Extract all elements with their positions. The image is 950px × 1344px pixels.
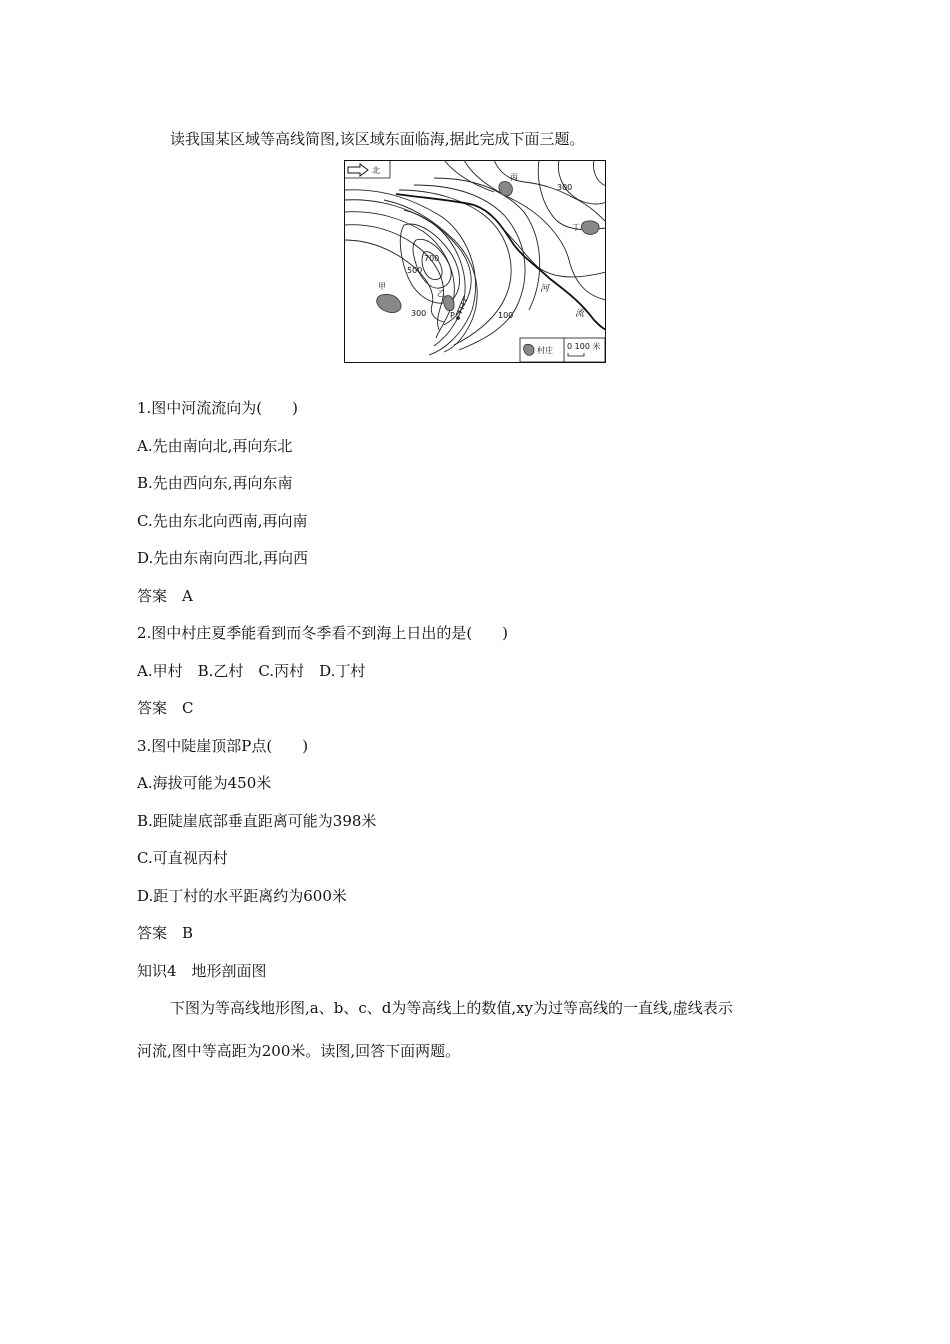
- q3-answer: 答案 B: [137, 924, 194, 942]
- q3-option-c: C.可直视丙村: [137, 849, 228, 867]
- village-jia-label: 甲: [378, 282, 386, 291]
- contour-300-label: 300: [411, 309, 427, 318]
- section-paragraph-line1: 下图为等高线地形图,a、b、c、d为等高线上的数值,xy为过等高线的一直线,虚线表示: [170, 999, 733, 1017]
- q1-option-d: D.先由东南向西北,再向西: [137, 549, 309, 567]
- q1-option-c: C.先由东北向西南,再向南: [137, 512, 308, 530]
- q1-option-a: A.先由南向北,再向东北: [137, 437, 293, 455]
- village-ding-label: 丁: [572, 223, 580, 232]
- intro-text: 读我国某区域等高线简图,该区域东面临海,据此完成下面三题。: [170, 130, 585, 148]
- contour-700-label: 700: [424, 254, 440, 263]
- contour-map: [344, 160, 606, 363]
- point-p-marker: [456, 316, 460, 320]
- q3-stem: 3.图中陡崖顶部P点( ): [137, 737, 309, 755]
- legend-village-label: 村庄: [537, 346, 553, 355]
- village-bing-label: 丙: [510, 173, 518, 182]
- q1-answer: 答案 A: [137, 587, 193, 605]
- point-p-label: P: [450, 311, 455, 320]
- q2-options: A.甲村 B.乙村 C.丙村 D.丁村: [137, 662, 366, 680]
- contour-100-label: 100: [498, 311, 514, 320]
- q3-option-a: A.海拔可能为450米: [137, 774, 272, 792]
- legend-scale-label: 0 100 米: [567, 342, 601, 351]
- village-yi-label: 乙: [437, 289, 445, 298]
- q3-option-b: B.距陡崖底部垂直距离可能为398米: [137, 812, 377, 830]
- map-legend: [520, 338, 605, 362]
- contour-500-label: 500: [407, 266, 423, 275]
- section-paragraph-line2: 河流,图中等高距为200米。读图,回答下面两题。: [137, 1042, 461, 1060]
- q3-option-d: D.距丁村的水平距离约为600米: [137, 887, 347, 905]
- river-label-he: 河: [540, 284, 550, 294]
- contour-300-label-east: 300: [557, 183, 573, 192]
- north-label: 北: [372, 166, 380, 175]
- q1-stem: 1.图中河流流向为( ): [137, 399, 299, 417]
- river-label-liu: 流: [575, 309, 585, 319]
- section-title: 知识4 地形剖面图: [137, 962, 267, 980]
- q1-option-b: B.先由西向东,再向东南: [137, 474, 293, 492]
- q2-stem: 2.图中村庄夏季能看到而冬季看不到海上日出的是( ): [137, 624, 509, 642]
- village-ding-icon: [581, 221, 599, 235]
- q2-answer: 答案 C: [137, 699, 194, 717]
